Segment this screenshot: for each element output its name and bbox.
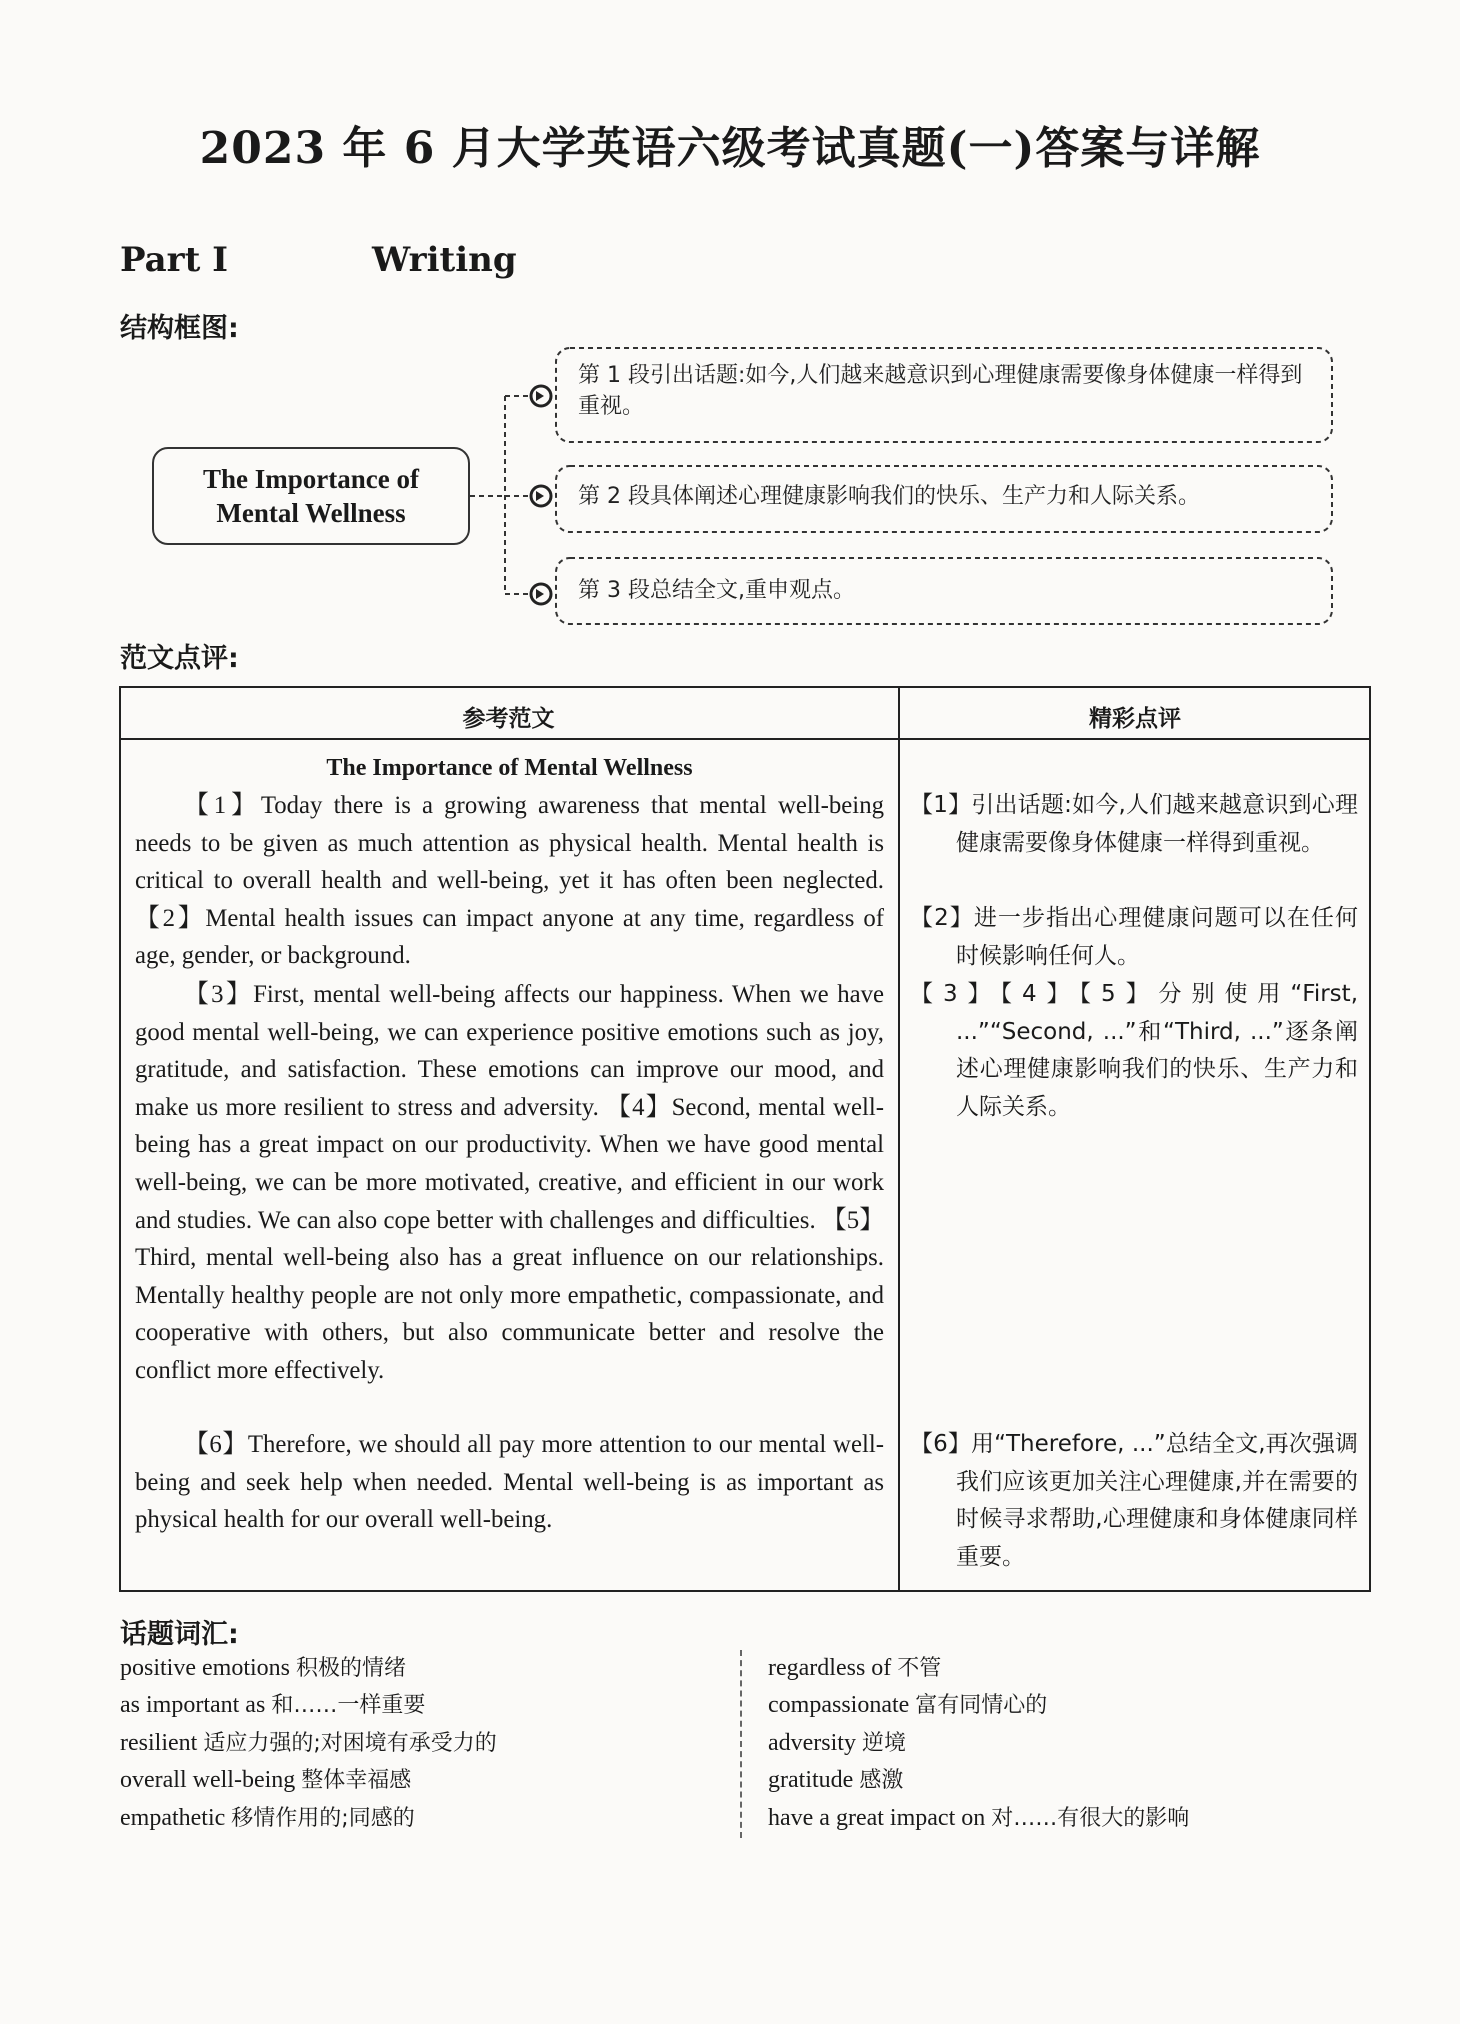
vocab-item xyxy=(768,1650,1388,1687)
framework-node-2: 第 2 段具体阐述心理健康影响我们的快乐、生产力和人际关系。 xyxy=(578,484,1200,509)
essay-paragraph-1: 【1】Today there is a growing awareness that mental well-being needs to be given as much attention as physical health. Mental health is critical to overall health and well-being, yet it has often been neglected. 【2】Mental health issues can impact anyone at any time, regardless of age, gender, or background. xyxy=(135,792,884,970)
essay-paragraph-3: 【6】Therefore, we should all pay more attention to our mental well-being and seek help when needed. Mental well-being is as important as physical health for our overall well-being. xyxy=(135,1431,884,1534)
comment-2: 【2】进一步指出心理健康问题可以在任何时候影响任何人。 xyxy=(910,905,1358,969)
comment-6: 【6】用“Therefore, ...”总结全文,再次强调我们应该更加关注心理健康,并在需要的时候寻求帮助,心理健康和身体健康同样重要。 xyxy=(910,1431,1358,1570)
vocab-item xyxy=(120,1687,720,1724)
vocab-item xyxy=(768,1725,1388,1762)
vocabulary-right-list xyxy=(768,1650,1388,1837)
vocab-meaning: 富有同情心的 xyxy=(915,1693,1048,1719)
framework-root-box xyxy=(152,447,470,545)
vocab-meaning: 适应力强的;对困境有承受力的 xyxy=(203,1730,497,1756)
vocabulary-left-list xyxy=(120,1650,720,1837)
vocab-term: regardless of xyxy=(768,1655,892,1681)
vocab-item xyxy=(120,1650,720,1687)
review-heading: 范文点评: xyxy=(120,643,239,674)
framework-node-1: 第 1 段引出话题:如今,人们越来越意识到心理健康需要像身体健康一样得到重视。 xyxy=(578,363,1303,419)
comment-1: 【1】引出话题:如今,人们越来越意识到心理健康需要像身体健康一样得到重视。 xyxy=(910,792,1358,856)
framework-node-3: 第 3 段总结全文,重申观点。 xyxy=(578,578,855,603)
table-header-rule xyxy=(119,738,1371,740)
vocab-item xyxy=(768,1762,1388,1799)
page-title: 2023 年 6 月大学英语六级考试真题(一)答案与详解 xyxy=(199,123,1261,174)
vocabulary-divider xyxy=(740,1650,742,1838)
vocab-meaning: 整体幸福感 xyxy=(301,1768,412,1794)
essay-paragraph-2: 【3】First, mental well-being affects our happiness. When we have good mental well-being, we can experience positive emotions such as joy, gratitude, and satisfaction. These emotions can improve our mood, and make us more resilient to stress and adversity. 【4】Second, mental well-being has a great impact on our productivity. When we have good mental well-being, we can be more motivated, creative, and efficient in our work and studies. We can also cope better with challenges and difficulties. 【5】Third, mental well-being also has a great influence on our relationships. Mentally healthy people are not only more empathetic, compassionate, and cooperative with others, but also communicate better and resolve the conflict more effectively. xyxy=(135,981,884,1384)
essay-title: The Importance of Mental Wellness xyxy=(326,755,693,781)
vocab-term: empathetic xyxy=(120,1804,226,1831)
table-column-divider xyxy=(898,686,900,1592)
vocab-meaning: 移情作用的;同感的 xyxy=(231,1805,415,1831)
vocab-meaning: 和……一样重要 xyxy=(271,1693,426,1719)
arrow-circle-icon-2 xyxy=(531,486,551,506)
vocabulary-heading: 话题词汇: xyxy=(120,1619,239,1650)
vocab-meaning: 不管 xyxy=(897,1656,942,1681)
comment-3-4-5: 【3】【4】【5】分别使用“First, ...”“Second, ...”和“Third, ...”逐条阐述心理健康影响我们的快乐、生产力和人际关系。 xyxy=(910,981,1358,1120)
part-label: Part Ⅰ xyxy=(120,240,229,280)
vocab-item xyxy=(120,1725,720,1762)
vocab-meaning: 积极的情绪 xyxy=(296,1656,407,1681)
vocab-item xyxy=(768,1800,1388,1837)
vocab-term: adversity xyxy=(768,1729,856,1756)
table-header-comments: 精彩点评 xyxy=(1089,706,1181,732)
vocab-term: positive emotions xyxy=(120,1655,290,1681)
vocab-term: overall well-being xyxy=(120,1767,296,1794)
vocab-term: have a great impact on xyxy=(768,1804,986,1831)
part-name: Writing xyxy=(372,240,517,280)
vocab-term: compassionate xyxy=(768,1692,910,1719)
vocab-item xyxy=(120,1762,720,1799)
vocab-term: as important as xyxy=(120,1692,266,1719)
arrow-circle-icon-1 xyxy=(531,386,551,406)
table-header-sample-essay: 参考范文 xyxy=(462,706,555,732)
vocab-meaning: 感激 xyxy=(859,1768,904,1794)
vocab-item xyxy=(768,1687,1388,1724)
vocab-meaning: 逆境 xyxy=(861,1730,906,1756)
framework-heading: 结构框图: xyxy=(120,313,239,344)
arrow-circle-icon-3 xyxy=(531,584,551,604)
vocab-term: gratitude xyxy=(768,1767,854,1794)
vocab-meaning: 对……有很大的影响 xyxy=(991,1805,1190,1831)
framework-root-text: The Importance of Mental Wellness xyxy=(203,464,419,528)
vocab-term: resilient xyxy=(120,1729,198,1756)
vocab-item xyxy=(120,1800,720,1837)
